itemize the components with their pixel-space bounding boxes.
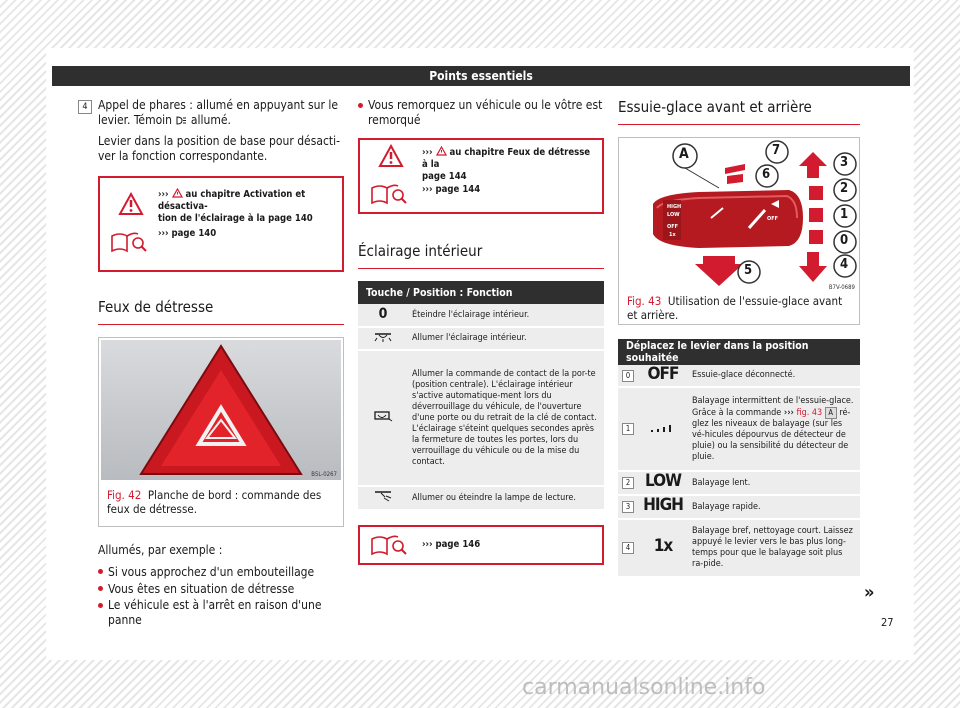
high-icon: HIGH <box>643 495 683 515</box>
figure-letter-1: 1 <box>840 207 849 222</box>
paragraph-lever: Levier dans la position de base pour désacti-ver la fonction correspondante. <box>98 134 341 163</box>
figure-letter-2: 2 <box>840 181 849 196</box>
figure-letter-a: A <box>679 146 689 162</box>
column-3 <box>618 98 860 578</box>
book-icon <box>370 533 408 557</box>
intermittent-icon <box>649 422 677 432</box>
table-row: Allumer l'éclairage intérieur. <box>358 327 604 350</box>
watermark: carmanualsonline.info <box>522 675 766 700</box>
figure-letter-5: 5 <box>744 263 753 278</box>
table-row: Allumer ou éteindre la lampe de lecture. <box>358 486 604 510</box>
figure-letter-4: 4 <box>840 257 849 272</box>
section-divider <box>358 268 604 269</box>
interior-light-table <box>358 281 604 511</box>
warning-text: ››› au chapitre Feux de détresse à la page 144 <box>422 147 591 182</box>
single-wipe-icon: 1x <box>653 536 673 556</box>
column-1 <box>98 98 344 628</box>
page-number: 27 <box>881 616 894 629</box>
lever-label-low: LOW <box>667 212 680 218</box>
figure-letter-3: 3 <box>840 155 849 170</box>
intro-text: Allumés, par exemple : <box>98 543 223 557</box>
table-row: 4 1x Balayage bref, nettoyage court. Laissez appuyé le levier vers le bas plus long-temps pour que le balayage soit plus ra-pide. <box>618 519 860 577</box>
figure-caption: Fig. 43 Utilisation de l'essuie-glace avant et arrière. <box>627 294 843 322</box>
warning-box <box>358 138 604 214</box>
warning-small-icon <box>172 188 183 198</box>
warning-triangle-icon <box>118 192 144 216</box>
bullet-list <box>98 564 344 628</box>
column-2 <box>358 98 604 565</box>
table-row: 0 Éteindre l'éclairage intérieur. <box>358 304 604 327</box>
wiper-lever-illustration <box>619 138 859 292</box>
lever-label-1x: 1x <box>669 232 676 238</box>
lever-label-rear-off: OFF <box>767 216 778 222</box>
lever-label-high: HIGH <box>667 204 682 210</box>
page-header: Points essentiels <box>52 66 910 86</box>
figure-code: B7V-0689 <box>828 284 855 291</box>
table-row: 3 HIGH Balayage rapide. <box>618 495 860 519</box>
warning-text: ››› au chapitre Activation et désactiva- tion de l'éclairage à la page 140 <box>158 189 313 224</box>
page-ref-link[interactable]: ››› page 144 <box>422 184 481 195</box>
warning-small-icon <box>436 146 447 156</box>
reference-box <box>358 525 604 565</box>
table-row: 1 Balayage intermittent de l'essuie-glace. Grâce à la commande ››› fig. 43 A ré-glez les niveaux de balayage (sur les vé-hicules dépourvus de détecteur de pluie) ou la sensibilité du détecteur de pluie. <box>618 387 860 471</box>
table-header: Déplacez le levier dans la position souhaitée <box>618 339 860 365</box>
warning-triangle-icon <box>378 144 404 168</box>
wiper-table <box>618 339 860 578</box>
off-icon: OFF <box>647 363 679 384</box>
section-divider <box>98 324 344 325</box>
section-divider <box>618 124 860 125</box>
table-row: Allumer la commande de contact de la por-te (position centrale). L'éclairage intérieur s'active automatique-ment lors du déverrouillage du véhicule, de l'ouverture d'une porte ou du retrait de la clé de contact. L'éclairage s'éteint quelques secondes après la fermeture de toutes les portes, lors du verrouillage du véhicule ou de la mise du contact. <box>358 350 604 486</box>
list-item: Vous remorquez un véhicule ou le vôtre est remorqué <box>358 98 604 128</box>
interior-light-on-icon <box>373 332 393 342</box>
continue-arrow: » <box>864 582 875 603</box>
headlight-icon <box>175 116 187 125</box>
list-item: Le véhicule est à l'arrêt en raison d'une panne <box>98 598 344 628</box>
figure-43 <box>618 137 860 325</box>
section-title-wiper: Essuie-glace avant et arrière <box>618 98 812 116</box>
book-icon <box>370 182 408 206</box>
low-icon: LOW <box>644 471 681 491</box>
figure-letter-0: 0 <box>840 233 849 248</box>
hazard-triangle-icon <box>101 340 341 480</box>
list-item: Vous êtes en situation de détresse <box>98 581 344 598</box>
lever-label-off: OFF <box>667 224 678 230</box>
item-number-badge: 4 <box>78 100 92 114</box>
section-title-interior: Éclairage intérieur <box>358 242 483 260</box>
zero-icon: 0 <box>378 305 388 322</box>
table-row: 2 LOW Balayage lent. <box>618 471 860 495</box>
paragraph-flash: Appel de phares : allumé en appuyant sur le levier. Témoin allumé. <box>98 98 338 127</box>
reading-lamp-icon <box>373 490 393 502</box>
door-contact-icon <box>373 410 393 422</box>
table-row: 0 OFF Essuie-glace déconnecté. <box>618 365 860 387</box>
page-ref-link[interactable]: ››› page 140 <box>158 228 217 239</box>
section-title-hazard: Feux de détresse <box>98 298 214 316</box>
list-item: Si vous approchez d'un embouteillage <box>98 564 344 581</box>
hazard-photo: B5L-0267 <box>101 340 341 480</box>
figure-42 <box>98 337 344 527</box>
figure-ref-link[interactable]: fig. 43 <box>796 407 823 418</box>
figure-letter-6: 6 <box>762 167 771 182</box>
book-icon <box>110 230 148 254</box>
page-ref-link[interactable]: ››› page 146 <box>422 539 481 550</box>
table-header: Touche / Position : Fonction <box>358 281 604 304</box>
figure-caption: Fig. 42 Planche de bord : commande des feux de détresse. <box>107 488 322 516</box>
figure-letter-7: 7 <box>772 143 781 158</box>
warning-box <box>98 176 344 272</box>
